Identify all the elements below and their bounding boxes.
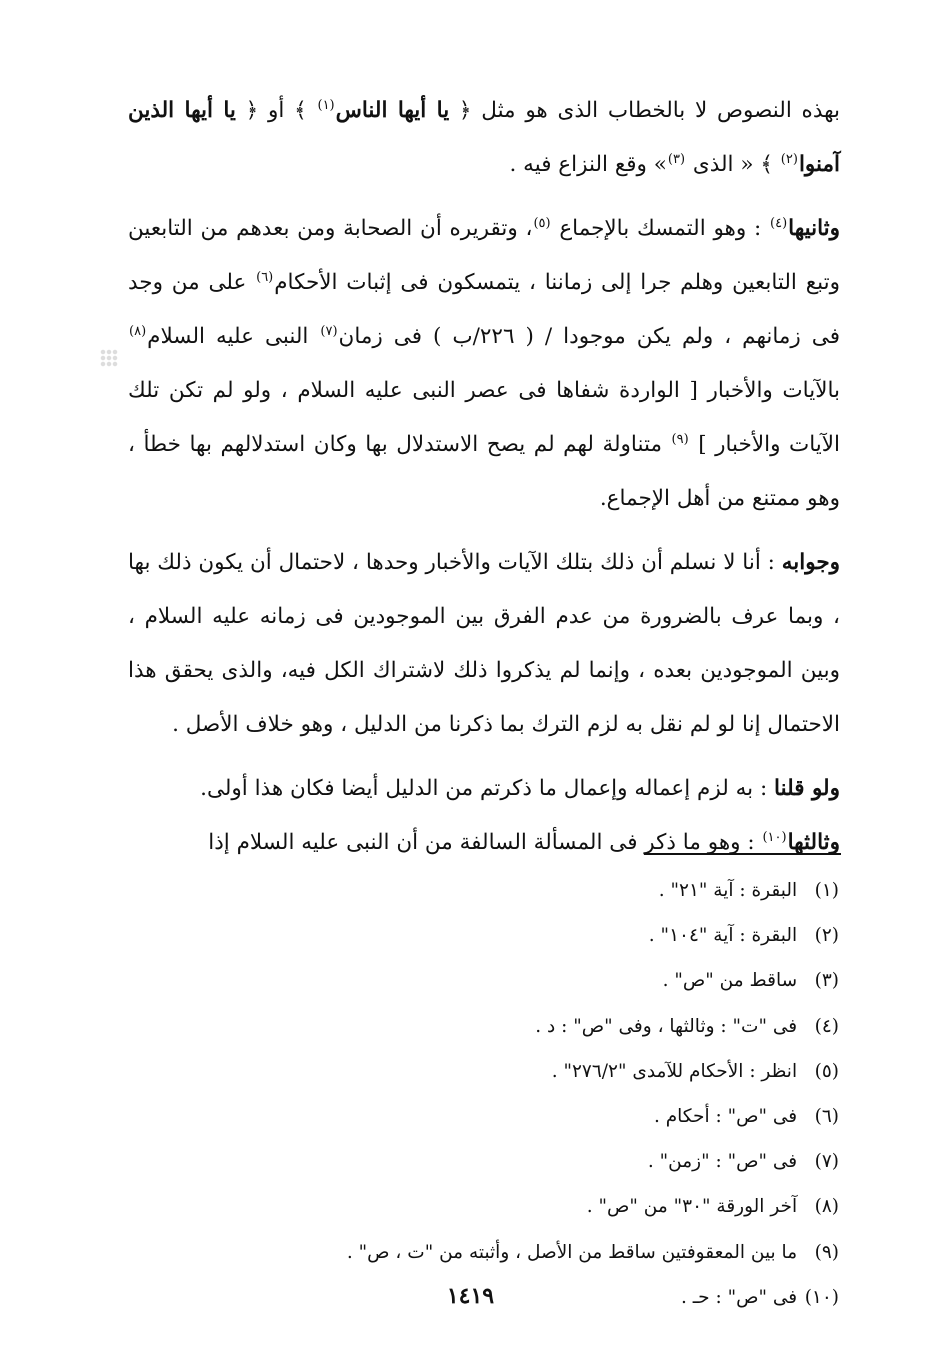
footnote-item	[279, 1184, 839, 1229]
footnote-divider	[644, 853, 841, 855]
main-text-body	[128, 84, 840, 870]
paragraph-lead: وثانيها	[788, 216, 840, 241]
text-span: : وهو التمسك بالإجماع	[551, 216, 769, 241]
footnote-text: انظر : الأحكام للآمدى "٢٧٦/٢" .	[551, 1060, 798, 1082]
footnote-number: (٧)	[814, 1151, 839, 1173]
footnote-item	[279, 913, 839, 958]
footnote-number: (٩)	[814, 1241, 839, 1263]
footnote-ref[interactable]: (١٠)	[762, 829, 787, 845]
footnote-ref[interactable]: (٢)	[780, 151, 798, 167]
footnote-text: فى "ص" : "زمن" .	[647, 1151, 798, 1173]
footnote-text: ساقط من "ص" .	[662, 970, 798, 992]
footnote-item	[279, 1004, 839, 1049]
text-span: ﴾ « الذى	[686, 152, 780, 177]
footnote-item	[279, 1230, 839, 1275]
paragraph-3	[128, 536, 840, 752]
footnote-item	[279, 1094, 839, 1139]
footnote-ref[interactable]: (٣)	[667, 151, 686, 167]
footnote-ref[interactable]: (٨)	[129, 323, 147, 339]
text-span: ، وتقريره أن الصحابة ومن بعدهم من التابعين وتبع التابعين وهلم جرا إلى زماننا ، يتمسكون فى إثبات الأحكام	[128, 216, 840, 295]
footnote-number: (٣)	[814, 970, 839, 992]
text-span: ﴾ أو ﴿	[235, 98, 317, 123]
text-span: متناولة لهم لم يصح الاستدلال بها وكان استدلالهم بها خطأ ، وهو ممتنع من أهل الإجماع.	[128, 432, 840, 511]
quran-quote: يا أيها الذين آمنوا	[128, 98, 840, 177]
footnote-text: ما بين المعقوفتين ساقط من الأصل ، وأثبته من "ت ، ص" .	[346, 1241, 798, 1263]
paragraph-4	[128, 762, 840, 816]
text-span: النبى عليه السلام	[147, 324, 320, 349]
footnote-text: البقرة : آية "٢١" .	[658, 880, 798, 901]
footnote-ref[interactable]: (٩)	[671, 431, 689, 447]
text-span: : وهو ما ذكر فى المسألة السالفة من أن النبى عليه السلام إذا	[208, 830, 762, 855]
text-span: بالآيات والأخبار [ الواردة شفاها فى عصر النبى عليه السلام ، ولو لم تكن تلك الآيات والأخبار ]	[128, 378, 840, 457]
footnote-item	[279, 1139, 839, 1184]
paragraph-1	[128, 84, 840, 192]
text-span: : به لزم إعماله وإعمال ما ذكرتم من الدليل أيضا فكان هذا أولى.	[200, 776, 775, 801]
footnote-item	[279, 1049, 839, 1094]
footnote-number: (٤)	[814, 1015, 839, 1037]
footnote-number: (٨)	[814, 1196, 839, 1218]
paragraph-lead: وثالثها	[787, 830, 840, 855]
footnote-number: (١)	[814, 880, 839, 901]
text-span: بهذه النصوص لا بالخطاب الذى هو مثل ﴿	[449, 98, 841, 123]
footnote-ref[interactable]: (٤)	[770, 215, 788, 231]
footnote-text: فى "ت" : وثالثها ، وفى "ص" : د .	[535, 1015, 798, 1037]
footnote-ref[interactable]: (٧)	[320, 323, 338, 339]
footnote-number: (٦)	[814, 1106, 839, 1128]
footnote-text: آخر الورقة "٣٠" من "ص" .	[586, 1196, 798, 1218]
footnote-number: (٢)	[814, 925, 839, 947]
footnote-text: البقرة : آية "١٠٤" .	[648, 925, 798, 947]
footnote-text: فى "ص" : حـ .	[680, 1286, 798, 1308]
text-span: » وقع النزاع فيه .	[509, 152, 667, 177]
paragraph-lead: وجوابه	[781, 550, 840, 575]
footnote-item	[279, 868, 839, 913]
footnote-number: (١٠)	[804, 1286, 839, 1308]
text-span: : أنا لا نسلم أن ذلك بتلك الآيات والأخبار وحدها ، لاحتمال أن يكون ذلك بها ، وبما عرف بالضرورة من عدم الفرق بين الموجودين فى زمانه عليه السلام ، وبين الموجودين بعده ، وإنما لم يذكروا ذلك لاشتراك الكل فيه، والذى يحقق هذا الاحتمال إنا لو لم نقل به لزم الترك بما ذكرنا من الدليل ، وهو خلاف الأصل .	[128, 550, 840, 737]
footnote-ref[interactable]: (١)	[317, 97, 335, 113]
footnote-number: (٥)	[814, 1060, 839, 1082]
paragraph-2	[128, 202, 840, 526]
text-span: على من وجد فى زمانهم ، ولم يكن موجودا / ( ٢٢٦/ب ) فى زمان	[128, 270, 841, 349]
footnote-list	[279, 868, 839, 1320]
quran-quote: يا أيها الناس	[335, 98, 450, 123]
paragraph-5	[128, 816, 840, 870]
footnote-text: فى "ص" : أحكام .	[653, 1106, 798, 1128]
scan-speckle	[100, 349, 118, 367]
footnote-ref[interactable]: (٥)	[533, 215, 551, 231]
paragraph-lead: ولو قلنا	[774, 776, 840, 801]
footnote-item	[279, 958, 839, 1003]
footnote-ref[interactable]: (٦)	[256, 269, 274, 285]
page-number: ١٤١٩	[446, 1283, 495, 1309]
